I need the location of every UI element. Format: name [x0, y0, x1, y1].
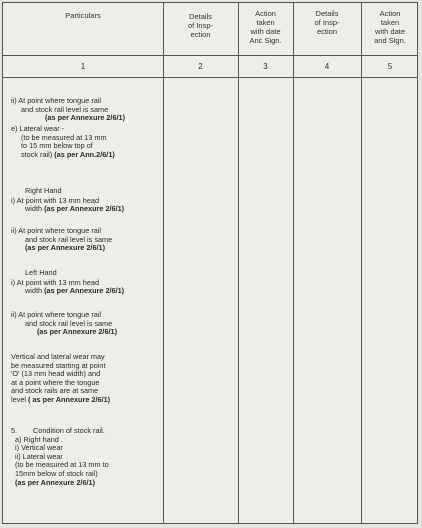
column-number: 2 [198, 62, 203, 71]
header-line: Details [189, 12, 212, 21]
header-line: taken [380, 18, 400, 27]
text-line: ii) At point where tongue rail [11, 96, 102, 105]
text-line: and stock rail level is same [21, 104, 109, 114]
header-line: taken [256, 18, 275, 27]
text-line: at a point where the tongue [11, 377, 100, 387]
text-line: 'O' (13 mm head width) and [11, 369, 101, 379]
number-row-divider [3, 77, 417, 78]
column-divider [361, 3, 362, 523]
annexure-ref: (as per Annexure 2/6/1) [44, 204, 125, 214]
header-details-inspection-1 [163, 12, 238, 39]
section-title: Condition of stock rail. [33, 426, 105, 435]
header-line: with date [250, 27, 281, 36]
column-divider [238, 3, 239, 523]
header-details-inspection-2 [293, 9, 361, 36]
annexure-ref: (as per Annexure 2/6/1) [45, 113, 126, 123]
text-line: and stock rails are at same [11, 386, 99, 396]
text-line: a) Right hand . [15, 434, 63, 444]
column-divider [163, 3, 164, 523]
text-line: ii) At point where tongue rail [11, 226, 102, 235]
header-line: and Sign. [374, 36, 406, 45]
section-label: Left Hand [25, 268, 57, 277]
text-line: i) At point with 13 mm head [11, 195, 100, 205]
text-line [11, 287, 124, 296]
header-line: Action [379, 9, 401, 18]
text-line: e) Lateral wear - [11, 124, 65, 133]
item-number: 5. [11, 426, 18, 435]
text-line [11, 205, 124, 214]
item-left-hand-tongue-rail [11, 311, 117, 337]
text-line: to 15 mm below top of [21, 141, 93, 151]
text-line: and stock rail level is same [25, 318, 113, 328]
header-line: ection [190, 30, 211, 39]
text-line: i) Vertical wear [15, 443, 63, 453]
column-number: 1 [80, 62, 86, 71]
annexure-ref: (as per Annexure 2/6/1) [44, 286, 125, 296]
text-line: (to be measured at 13 mm [21, 132, 107, 142]
header-action-taken-1 [238, 9, 293, 45]
text-line: ii) Lateral wear [15, 451, 63, 461]
item-condition-stock-rail [11, 427, 109, 487]
annexure-ref: (as per Annexure 2/6/1) [15, 477, 96, 487]
item-right-hand-tongue-rail [11, 227, 112, 253]
text-line: 15mm below of stock rail) [15, 468, 98, 478]
header-particulars: Particulars [65, 11, 101, 20]
header-divider [3, 55, 417, 56]
column-number: 3 [263, 62, 268, 71]
annexure-ref: (as per Annexure 2/6/1) [25, 243, 106, 253]
item-lateral-wear [11, 125, 115, 159]
text-fragment: level [11, 394, 27, 404]
annexure-ref: (as per Annexure 2/6/1) [37, 327, 118, 337]
text-fragment: width [25, 204, 43, 214]
text-fragment: width [25, 286, 43, 296]
item-right-hand [11, 187, 124, 214]
text-line: ii) At point where tongue rail [11, 310, 102, 319]
text-line [11, 151, 115, 160]
annexure-ref: (as per Ann.2/6/1) [54, 149, 115, 159]
section-label: Right Hand [25, 186, 62, 195]
item-tongue-rail-level [11, 97, 125, 123]
column-number: 4 [324, 62, 330, 71]
header-line: ection [316, 27, 337, 36]
header-line: of Insp- [187, 21, 213, 30]
item-left-hand [11, 269, 124, 296]
header-line: Action [255, 9, 276, 18]
text-line: Vertical and lateral wear may [11, 352, 105, 361]
text-line: (to be measured at 13 mm to [15, 460, 109, 470]
header-line: Details [315, 9, 339, 18]
header-line: of Insp- [314, 18, 340, 27]
column-divider [293, 3, 294, 523]
column-number: 5 [387, 62, 393, 71]
inspection-form-table [2, 2, 418, 524]
header-line: Anc Sign. [249, 36, 282, 45]
text-fragment: stock rail) [21, 149, 53, 159]
header-action-taken-2 [361, 9, 419, 45]
header-line: with date [374, 27, 406, 36]
annexure-ref: ( as per Annexure 2/6/1) [28, 394, 111, 404]
text-line: i) At point with 13 mm head [11, 277, 100, 287]
text-line: be measured starting at point [11, 360, 106, 370]
text-line [11, 396, 110, 405]
text-line: and stock rail level is same [25, 234, 113, 244]
item-vertical-lateral-note [11, 353, 110, 405]
